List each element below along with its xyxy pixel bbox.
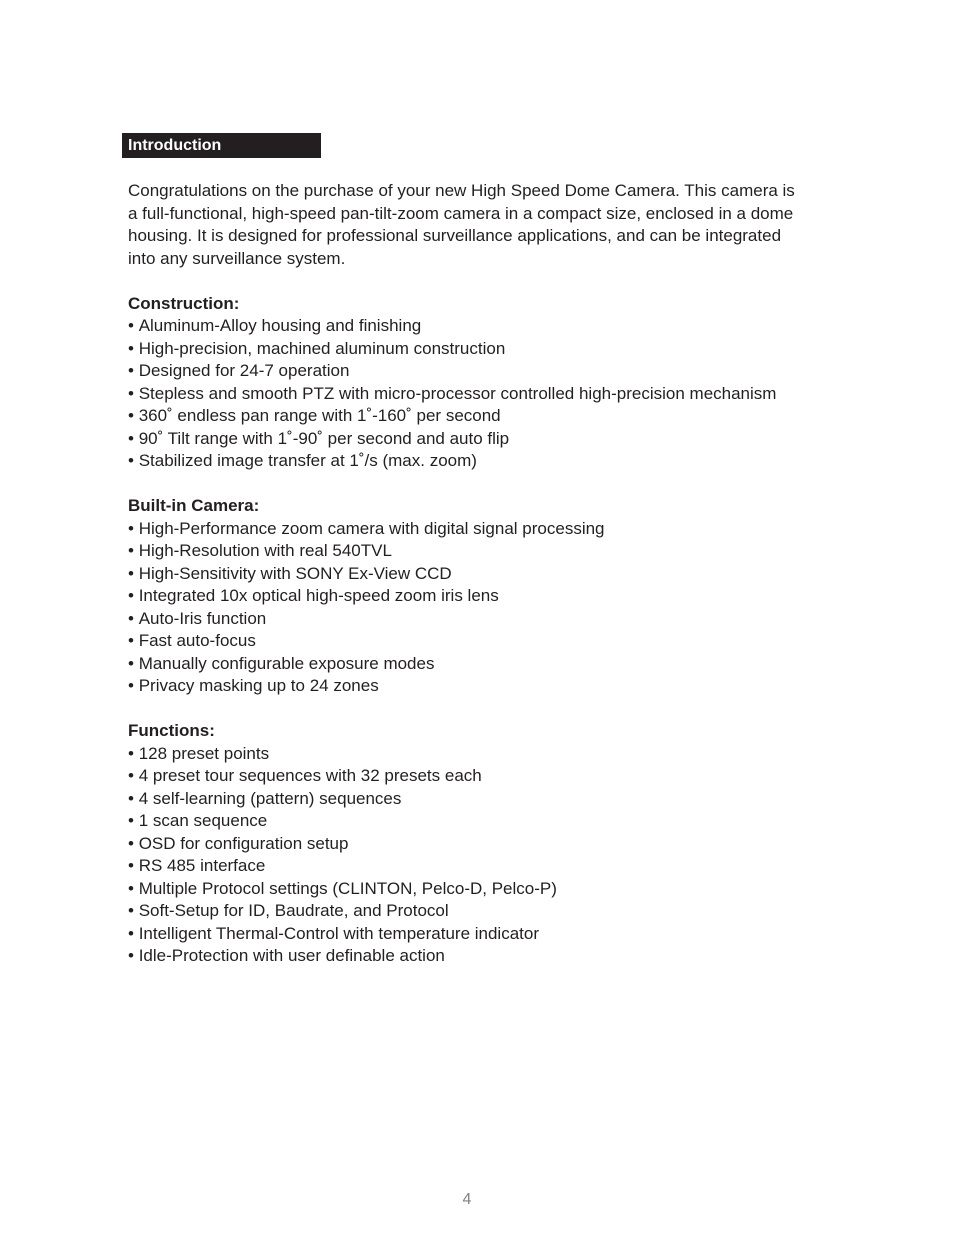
construction-list — [128, 315, 828, 473]
list-item: • Stabilized image transfer at 1˚/s (max. zoom) — [128, 450, 828, 473]
section-title-bar — [122, 133, 321, 158]
list-item: • RS 485 interface — [128, 855, 828, 878]
functions-section — [128, 720, 828, 968]
construction-heading: Construction: — [128, 293, 240, 313]
list-item: • High-Resolution with real 540TVL — [128, 540, 828, 563]
list-item: • High-Sensitivity with SONY Ex-View CCD — [128, 563, 828, 586]
list-item: • 90˚ Tilt range with 1˚-90˚ per second and auto flip — [128, 428, 828, 451]
list-item: • 128 preset points — [128, 743, 828, 766]
list-item: • High-Performance zoom camera with digital signal processing — [128, 518, 828, 541]
functions-heading: Functions: — [128, 721, 215, 740]
list-item: • 360˚ endless pan range with 1˚-160˚ per second — [128, 405, 828, 428]
page-content — [128, 180, 828, 990]
construction-section — [128, 293, 828, 473]
list-item: • High-precision, machined aluminum construction — [128, 338, 828, 361]
list-item: • 4 self-learning (pattern) sequences — [128, 788, 828, 811]
list-item: • Intelligent Thermal-Control with temperature indicator — [128, 923, 828, 946]
list-item: • 1 scan sequence — [128, 810, 828, 833]
built-in-camera-heading: Built-in Camera: — [128, 496, 260, 515]
list-item: • Privacy masking up to 24 zones — [128, 675, 828, 698]
built-in-camera-list — [128, 518, 828, 698]
list-item: • Designed for 24-7 operation — [128, 360, 828, 383]
list-item: • Stepless and smooth PTZ with micro-processor controlled high-precision mechanism — [128, 383, 828, 406]
intro-paragraph: Congratulations on the purchase of your new High Speed Dome Camera. This camera is a full-functional, high-speed pan-tilt-zoom camera in a compact size, enclosed in a dome housing. It is designed for professional surveillance applications, and can be integrated into any surveillance system. — [128, 181, 795, 268]
list-item: • OSD for configuration setup — [128, 833, 828, 856]
list-item: • Aluminum-Alloy housing and finishing — [128, 315, 828, 338]
page-number: 4 — [462, 1191, 472, 1208]
section-title: Introduction — [128, 137, 222, 154]
list-item: • 4 preset tour sequences with 32 presets each — [128, 765, 828, 788]
list-item: • Idle-Protection with user definable action — [128, 945, 828, 968]
list-item: • Manually configurable exposure modes — [128, 653, 828, 676]
list-item: • Integrated 10x optical high-speed zoom iris lens — [128, 585, 828, 608]
functions-list — [128, 743, 828, 968]
list-item: • Auto-Iris function — [128, 608, 828, 631]
list-item: • Multiple Protocol settings (CLINTON, Pelco-D, Pelco-P) — [128, 878, 828, 901]
list-item: • Fast auto-focus — [128, 630, 828, 653]
built-in-camera-section — [128, 495, 828, 698]
list-item: • Soft-Setup for ID, Baudrate, and Protocol — [128, 900, 828, 923]
